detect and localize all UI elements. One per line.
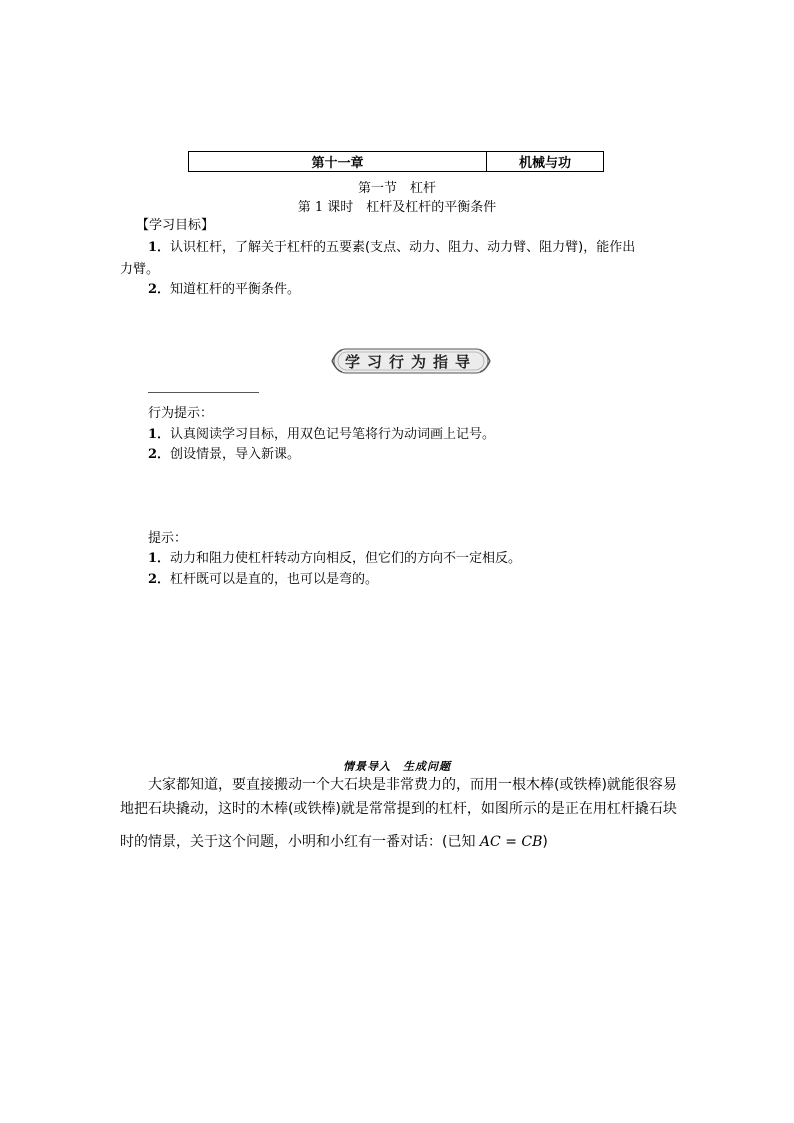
objective-item-2 [148,282,300,298]
tip-text: 认真阅读学习目标，用双色记号笔将行为动词画上记号。 [170,427,496,442]
banner-label: 学习行为指导 [344,352,477,371]
tip-text: 动力和阻力使杠杆转动方向相反，但它们的方向不一定相反。 [170,551,522,566]
math-equals: = [500,834,522,850]
math-cb: CB [521,834,543,850]
objective-text: 知道杠杆的平衡条件。 [170,282,301,297]
learning-behavior-banner [330,346,492,376]
tip-number: 1． [148,551,171,566]
scene-paragraph-line-3 [120,833,548,851]
tip-item-1 [148,551,521,567]
behavior-tips-heading: 行为提示： [148,406,214,421]
objectives-heading: 【学习目标】 [136,218,215,233]
scene-paragraph-line-2: 地把石块撬动，这时的木棒(或铁棒)就是常常提到的杠杆，如图所示的是正在用杠杆撬石块 [120,801,677,817]
chapter-topic: 机械与功 [518,156,571,171]
tip-text: 杠杆既可以是直的，也可以是弯的。 [170,572,379,587]
objective-number: 1． [148,240,171,255]
objective-item-1-continued: 力臂。 [120,262,160,277]
scene-line-3-suffix: ) [542,834,548,850]
behavior-tip-2 [148,447,300,463]
tip-text: 创设情景，导入新课。 [170,447,301,462]
lesson-title: 第 1 课时 杠杆及杠杆的平衡条件 [297,200,497,215]
objective-item-1 [148,240,635,256]
scene-title: 情景导入 生成问题 [343,760,451,773]
tip-item-2 [148,572,378,588]
chapter-title: 第十一章 [189,152,487,171]
behavior-tip-1 [148,427,495,443]
tip-number: 2． [148,572,171,587]
scene-paragraph-line-1: 大家都知道，要直接搬动一个大石块是非常费力的，而用一根木棒(或铁棒)就能很容易 [148,777,677,793]
section-title: 第一节 杠杆 [357,181,436,196]
divider-line [148,392,259,393]
tip-number: 2． [148,447,171,462]
chapter-header-table [188,151,604,172]
objective-number: 2． [148,282,171,297]
math-ac: AC [479,834,501,850]
scene-line-3-prefix: 时的情景，关于这个问题，小明和小红有一番对话：(已知 [120,834,480,850]
tips-heading: 提示： [148,531,188,546]
tip-number: 1． [148,427,171,442]
objective-text: 认识杠杆，了解关于杠杆的五要素(支点、动力、阻力、动力臂、阻力臂)，能作出 [170,240,636,255]
